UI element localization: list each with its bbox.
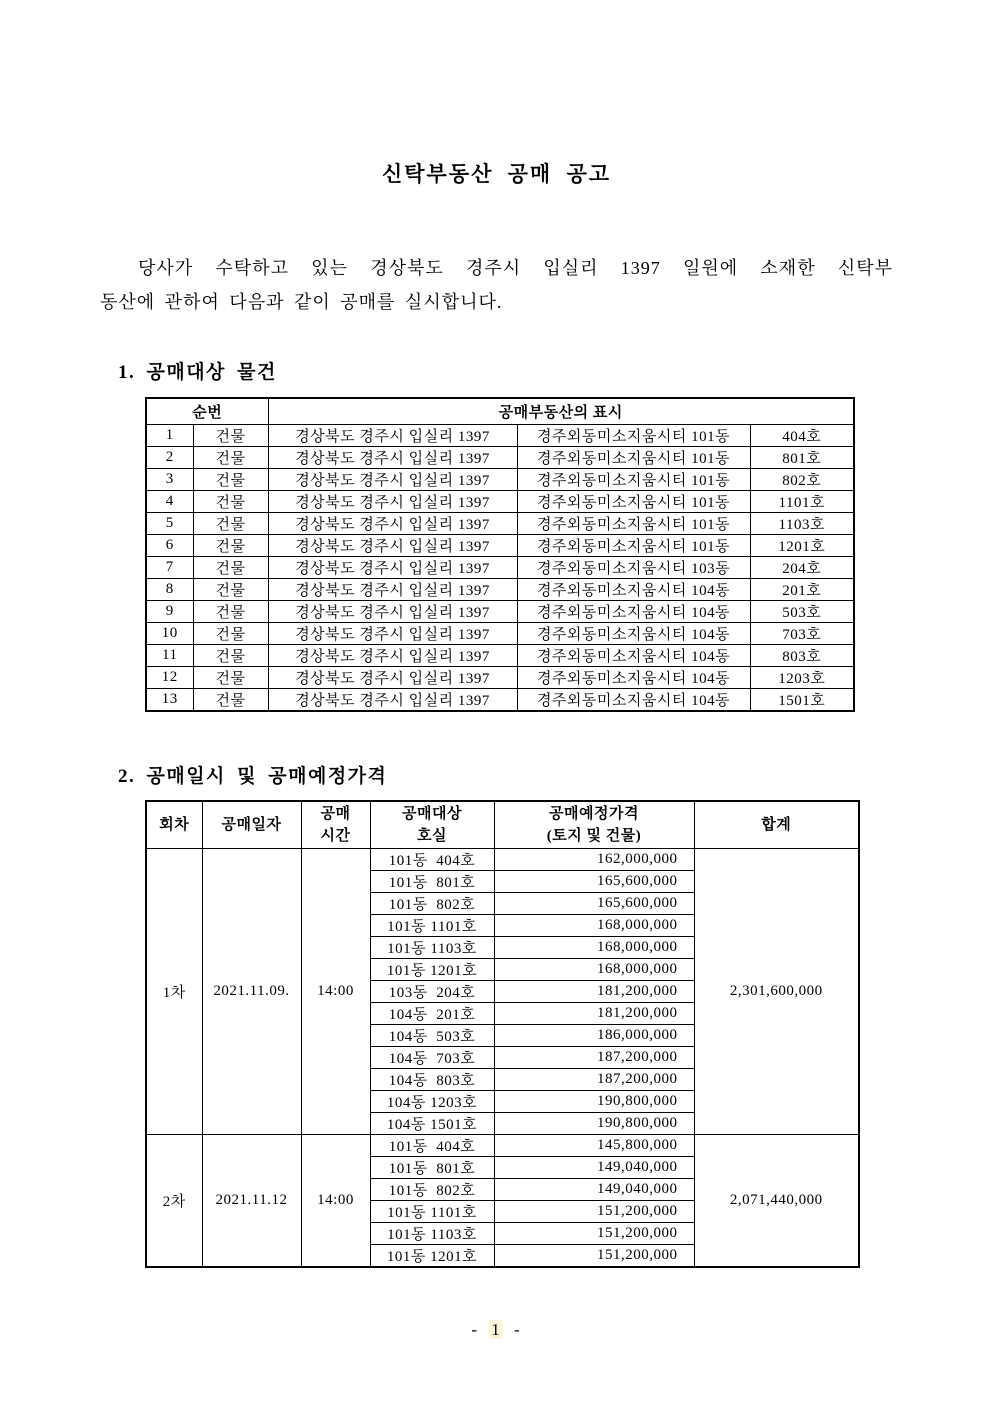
address-cell: 경상북도 경주시 입실리 1397 (268, 689, 517, 712)
address-cell: 경상북도 경주시 입실리 1397 (268, 447, 517, 469)
table-row (146, 623, 854, 645)
t2-header-price-line2: (토지 및 건물) (546, 828, 642, 844)
t2-header-time-line1: 공매 (320, 806, 351, 822)
t1-header-desc: 공매부동산의 표시 (268, 398, 854, 425)
unit-cell: 103동 204호 (370, 981, 494, 1003)
building-cell: 경주외동미소지움시티 104동 (517, 689, 750, 712)
unit-cell: 101동 1101호 (370, 1201, 494, 1223)
type-cell: 건물 (193, 491, 268, 513)
building-cell: 경주외동미소지움시티 104동 (517, 667, 750, 689)
price-cell: 168,000,000 (494, 959, 694, 981)
table-row (146, 557, 854, 579)
type-cell: 건물 (193, 601, 268, 623)
type-cell: 건물 (193, 425, 268, 447)
total-cell: 2,301,600,000 (694, 849, 859, 1135)
t2-header-price-line1: 공매예정가격 (549, 806, 639, 822)
t2-header-price (494, 801, 694, 849)
seq-cell: 6 (146, 535, 193, 557)
price-cell: 149,040,000 (494, 1157, 694, 1179)
unit-cell: 404호 (750, 425, 854, 447)
round-cell: 2차 (146, 1135, 202, 1268)
t2-header-unit (370, 801, 494, 849)
building-cell: 경주외동미소지움시티 101동 (517, 535, 750, 557)
unit-cell: 803호 (750, 645, 854, 667)
table-row (146, 491, 854, 513)
price-cell: 145,800,000 (494, 1135, 694, 1157)
building-cell: 경주외동미소지움시티 104동 (517, 645, 750, 667)
section2-heading: 2. 공매일시 및 공매예정가격 (118, 766, 388, 787)
t2-header-row (146, 801, 859, 849)
address-cell: 경상북도 경주시 입실리 1397 (268, 425, 517, 447)
unit-cell: 201호 (750, 579, 854, 601)
page-footer (0, 1320, 992, 1340)
t2-header-date: 공매일자 (202, 801, 301, 849)
time-cell: 14:00 (301, 849, 370, 1135)
address-cell: 경상북도 경주시 입실리 1397 (268, 469, 517, 491)
table-row (146, 645, 854, 667)
page-number: 1 (491, 1320, 501, 1339)
unit-cell: 101동 404호 (370, 849, 494, 871)
unit-cell: 1203호 (750, 667, 854, 689)
table-row (146, 579, 854, 601)
address-cell: 경상북도 경주시 입실리 1397 (268, 601, 517, 623)
price-cell: 187,200,000 (494, 1047, 694, 1069)
round-cell: 1차 (146, 849, 202, 1135)
seq-cell: 7 (146, 557, 193, 579)
unit-cell: 104동 703호 (370, 1047, 494, 1069)
footer-dash-left: - (471, 1320, 478, 1339)
address-cell: 경상북도 경주시 입실리 1397 (268, 513, 517, 535)
unit-cell: 104동 1203호 (370, 1091, 494, 1113)
seq-cell: 13 (146, 689, 193, 712)
unit-cell: 802호 (750, 469, 854, 491)
table-row (146, 667, 854, 689)
t2-header-time (301, 801, 370, 849)
price-cell: 149,040,000 (494, 1179, 694, 1201)
auction-schedule-table (145, 800, 860, 1268)
property-list-table (145, 397, 855, 712)
unit-cell: 503호 (750, 601, 854, 623)
intro-paragraph (100, 251, 893, 319)
seq-cell: 1 (146, 425, 193, 447)
seq-cell: 4 (146, 491, 193, 513)
price-cell: 151,200,000 (494, 1223, 694, 1245)
price-cell: 168,000,000 (494, 915, 694, 937)
section1-heading: 1. 공매대상 물건 (118, 362, 277, 383)
type-cell: 건물 (193, 689, 268, 712)
unit-cell: 801호 (750, 447, 854, 469)
building-cell: 경주외동미소지움시티 104동 (517, 601, 750, 623)
table-row (146, 1135, 859, 1157)
table-row (146, 513, 854, 535)
seq-cell: 3 (146, 469, 193, 491)
unit-cell: 101동 801호 (370, 871, 494, 893)
price-cell: 162,000,000 (494, 849, 694, 871)
unit-cell: 703호 (750, 623, 854, 645)
total-cell: 2,071,440,000 (694, 1135, 859, 1268)
address-cell: 경상북도 경주시 입실리 1397 (268, 667, 517, 689)
unit-cell: 1103호 (750, 513, 854, 535)
address-cell: 경상북도 경주시 입실리 1397 (268, 557, 517, 579)
type-cell: 건물 (193, 557, 268, 579)
table-row (146, 469, 854, 491)
type-cell: 건물 (193, 447, 268, 469)
price-cell: 165,600,000 (494, 893, 694, 915)
unit-cell: 1501호 (750, 689, 854, 712)
seq-cell: 10 (146, 623, 193, 645)
unit-cell: 101동 1201호 (370, 959, 494, 981)
building-cell: 경주외동미소지움시티 101동 (517, 469, 750, 491)
unit-cell: 104동 803호 (370, 1069, 494, 1091)
address-cell: 경상북도 경주시 입실리 1397 (268, 623, 517, 645)
unit-cell: 104동 503호 (370, 1025, 494, 1047)
price-cell: 168,000,000 (494, 937, 694, 959)
building-cell: 경주외동미소지움시티 101동 (517, 513, 750, 535)
address-cell: 경상북도 경주시 입실리 1397 (268, 535, 517, 557)
price-cell: 181,200,000 (494, 1003, 694, 1025)
intro-line-2: 동산에 관하여 다음과 같이 공매를 실시합니다. (100, 292, 503, 312)
unit-cell: 101동 801호 (370, 1157, 494, 1179)
t2-header-unit-line1: 공매대상 (402, 806, 462, 822)
table-row (146, 425, 854, 447)
unit-cell: 104동 1501호 (370, 1113, 494, 1135)
building-cell: 경주외동미소지움시티 101동 (517, 447, 750, 469)
seq-cell: 12 (146, 667, 193, 689)
price-cell: 181,200,000 (494, 981, 694, 1003)
table-row (146, 849, 859, 871)
t2-header-total: 합계 (694, 801, 859, 849)
building-cell: 경주외동미소지움시티 104동 (517, 623, 750, 645)
type-cell: 건물 (193, 645, 268, 667)
seq-cell: 9 (146, 601, 193, 623)
price-cell: 190,800,000 (494, 1091, 694, 1113)
price-cell: 165,600,000 (494, 871, 694, 893)
type-cell: 건물 (193, 513, 268, 535)
type-cell: 건물 (193, 579, 268, 601)
unit-cell: 101동 404호 (370, 1135, 494, 1157)
date-cell: 2021.11.09. (202, 849, 301, 1135)
type-cell: 건물 (193, 469, 268, 491)
page-title: 신탁부동산 공매 공고 (381, 162, 612, 186)
unit-cell: 101동 1103호 (370, 937, 494, 959)
unit-cell: 101동 1101호 (370, 915, 494, 937)
address-cell: 경상북도 경주시 입실리 1397 (268, 579, 517, 601)
building-cell: 경주외동미소지움시티 101동 (517, 425, 750, 447)
seq-cell: 2 (146, 447, 193, 469)
t2-header-time-line2: 시간 (320, 828, 351, 844)
table-row (146, 601, 854, 623)
unit-cell: 101동 802호 (370, 1179, 494, 1201)
price-cell: 151,200,000 (494, 1245, 694, 1268)
address-cell: 경상북도 경주시 입실리 1397 (268, 645, 517, 667)
time-cell: 14:00 (301, 1135, 370, 1268)
type-cell: 건물 (193, 667, 268, 689)
t2-header-round: 회차 (146, 801, 202, 849)
footer-dash-right: - (514, 1320, 521, 1339)
unit-cell: 204호 (750, 557, 854, 579)
seq-cell: 11 (146, 645, 193, 667)
price-cell: 186,000,000 (494, 1025, 694, 1047)
table-row (146, 447, 854, 469)
t1-header-seq: 순번 (146, 398, 268, 425)
price-cell: 190,800,000 (494, 1113, 694, 1135)
t2-header-unit-line2: 호실 (417, 828, 447, 844)
unit-cell: 101동 1103호 (370, 1223, 494, 1245)
seq-cell: 5 (146, 513, 193, 535)
unit-cell: 101동 802호 (370, 893, 494, 915)
type-cell: 건물 (193, 623, 268, 645)
unit-cell: 1201호 (750, 535, 854, 557)
table-row (146, 535, 854, 557)
address-cell: 경상북도 경주시 입실리 1397 (268, 491, 517, 513)
building-cell: 경주외동미소지움시티 104동 (517, 579, 750, 601)
price-cell: 151,200,000 (494, 1201, 694, 1223)
seq-cell: 8 (146, 579, 193, 601)
building-cell: 경주외동미소지움시티 103동 (517, 557, 750, 579)
building-cell: 경주외동미소지움시티 101동 (517, 491, 750, 513)
unit-cell: 101동 1201호 (370, 1245, 494, 1268)
price-cell: 187,200,000 (494, 1069, 694, 1091)
t1-header-row (146, 398, 854, 425)
unit-cell: 1101호 (750, 491, 854, 513)
date-cell: 2021.11.12 (202, 1135, 301, 1268)
type-cell: 건물 (193, 535, 268, 557)
intro-line-1: 당사가 수탁하고 있는 경상북도 경주시 입실리 1397 일원에 소재한 신탁부 (138, 258, 893, 278)
table-row (146, 689, 854, 712)
unit-cell: 104동 201호 (370, 1003, 494, 1025)
